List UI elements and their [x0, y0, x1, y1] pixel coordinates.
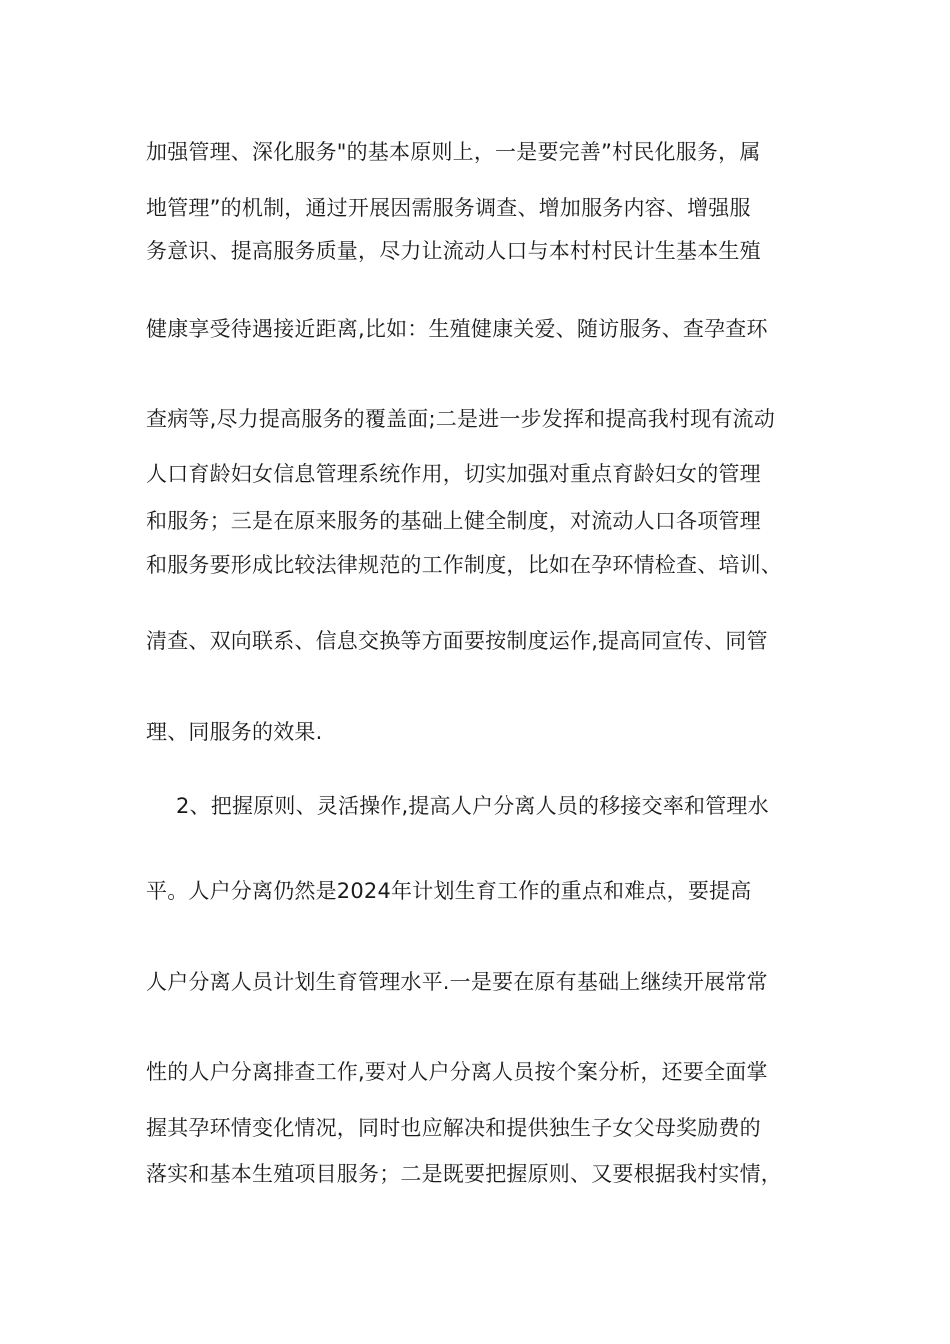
- text-line: 人户分离人员计划生育管理水平.一是要在原有基础上继续开展常常: [146, 970, 768, 994]
- text-line: 查病等,尽力提高服务的覆盖面;二是进一步发挥和提高我村现有流动: [146, 407, 775, 431]
- paragraph-start-line: 2、把握原则、灵活操作,提高人户分离人员的移接交率和管理水: [176, 794, 769, 818]
- text-line: 健康享受待遇接近距离,比如：生殖健康关爱、随访服务、查孕查环: [146, 317, 768, 341]
- text-line: 和服务；三是在原来服务的基础上健全制度，对流动人口各项管理: [146, 509, 761, 533]
- text-line: 理、同服务的效果.: [146, 720, 323, 744]
- text-line: 平。人户分离仍然是2024年计划生育工作的重点和难点，要提高: [146, 879, 752, 903]
- text-line: 和服务要形成比较法律规范的工作制度，比如在孕环情检查、培训、: [146, 553, 782, 577]
- text-line: 人口育龄妇女信息管理系统作用，切实加强对重点育龄妇女的管理: [146, 462, 761, 486]
- text-line: 性的人户分离排查工作,要对人户分离人员按个案分析，还要全面掌: [146, 1060, 768, 1084]
- text-line: 落实和基本生殖项目服务；二是既要把握原则、又要根据我村实情，: [146, 1162, 782, 1186]
- text-line: 务意识、提高服务质量，尽力让流动人口与本村村民计生基本生殖: [146, 239, 761, 263]
- text-line: 加强管理、深化服务"的基本原则上，一是要完善”村民化服务，属: [146, 140, 761, 164]
- text-line: 清查、双向联系、信息交换等方面要按制度运作,提高同宣传、同管: [146, 629, 768, 653]
- text-line: 握其孕环情变化情况，同时也应解决和提供独生子女父母奖励费的: [146, 1116, 761, 1140]
- text-line: 地管理”的机制，通过开展因需服务调查、增加服务内容、增强服: [146, 196, 751, 220]
